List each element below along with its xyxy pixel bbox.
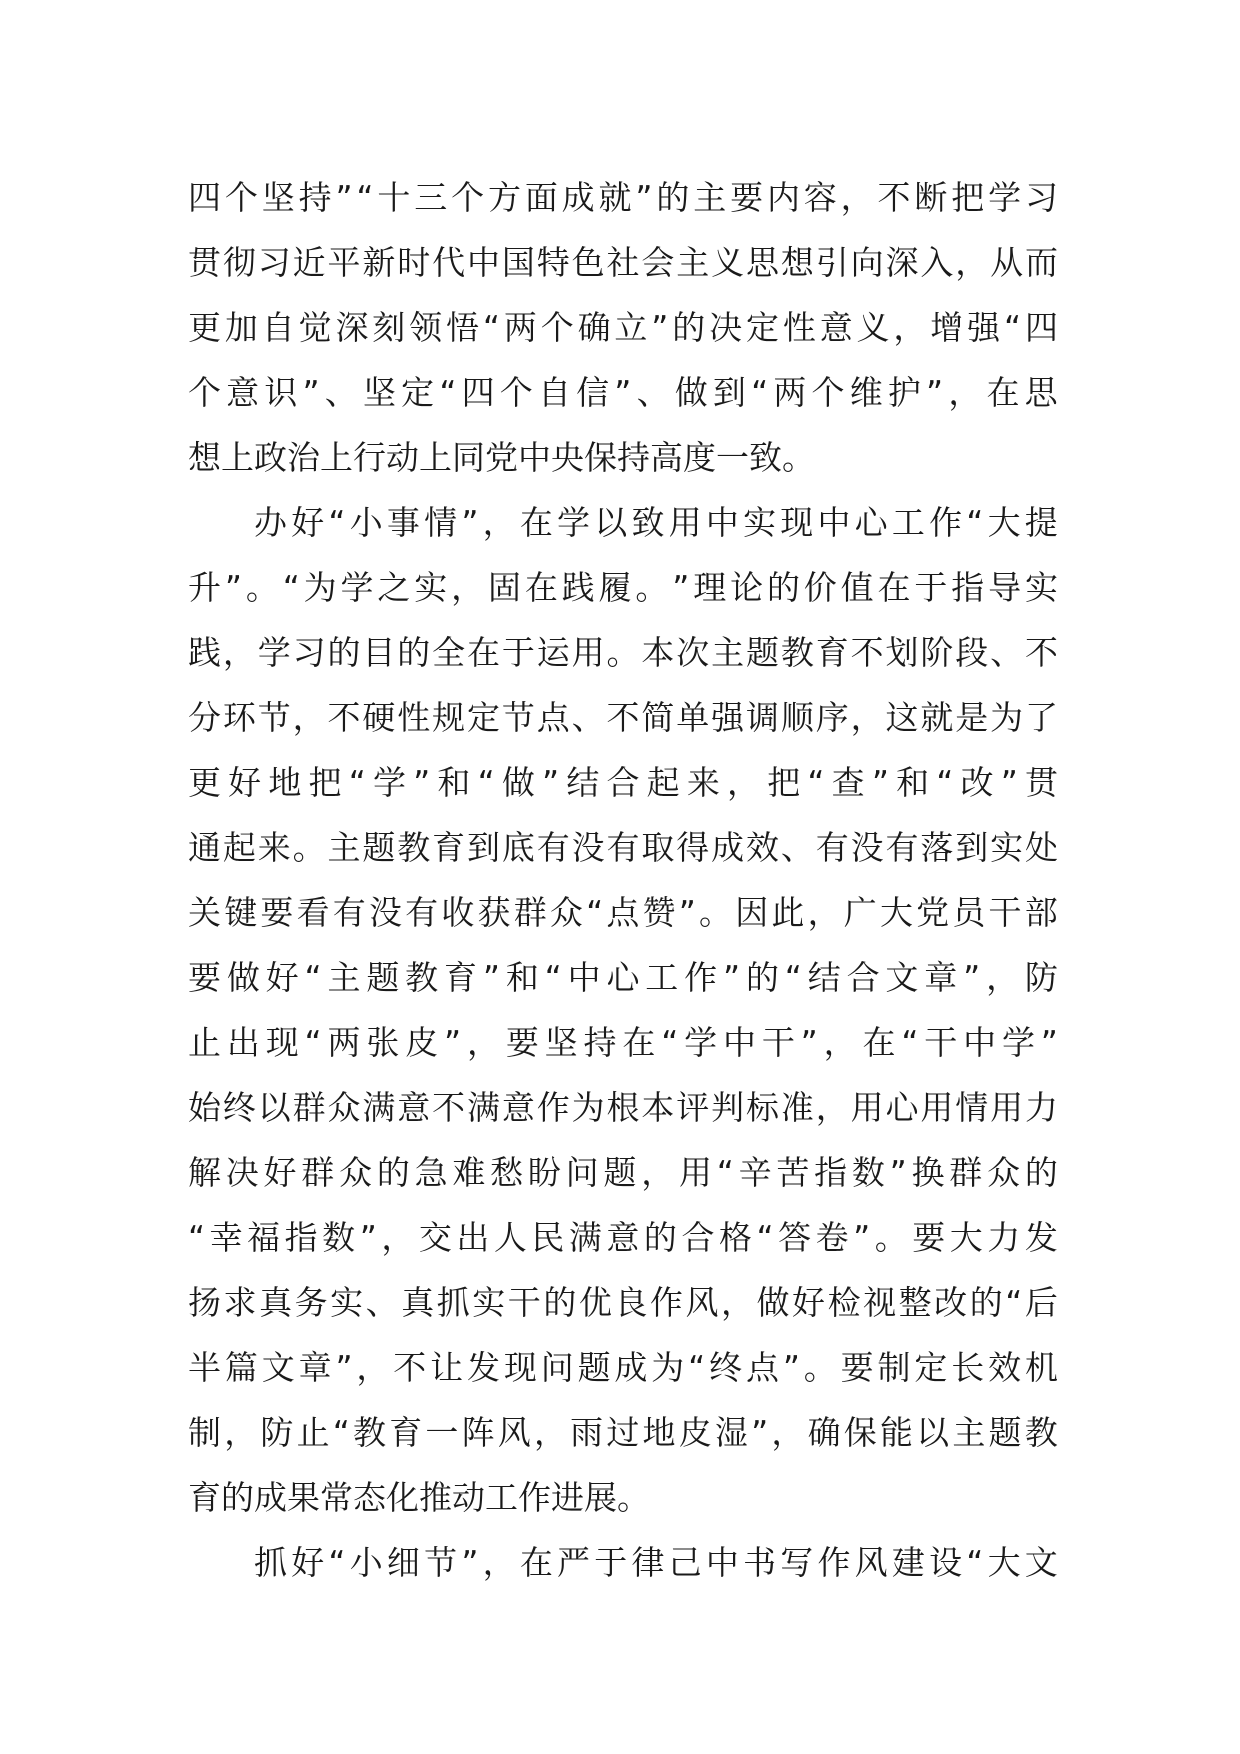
text-line: 践 ， 学 习 的 目 的 全 在 于 运 用 。 本 次 主 题 教 育 不 划 阶 段 、 不 [188, 633, 1058, 672]
paragraph [188, 165, 1058, 490]
text-line: 关 键 要 看 有 没 有 收 获 群 众 “ 点 赞 ” 。 因 此 ， 广 大 党 员 干 部 [188, 893, 1058, 932]
text-line: 止 出 现 “ 两 张 皮 ” ， 要 坚 持 在 “ 学 中 干 ” ， 在 “ 干 中 学 ” [188, 1023, 1058, 1062]
text-line: 通 起 来 。 主 题 教 育 到 底 有 没 有 取 得 成 效 、 有 没 有 落 到 实 处 [188, 828, 1058, 867]
text-line: 解 决 好 群 众 的 急 难 愁 盼 问 题 ， 用 “ 辛 苦 指 数 ” 换 群 众 的 [188, 1153, 1058, 1192]
text-line: 抓 好 “ 小 细 节 ” ， 在 严 于 律 己 中 书 写 作 风 建 设 “ 大 文 [254, 1543, 1058, 1582]
text-line: 四 个 坚 持 ” “ 十 三 个 方 面 成 就 ” 的 主 要 内 容 ， 不 断 把 学 习 [188, 178, 1058, 217]
text-line: 制 ， 防 止 “ 教 育 一 阵 风 ， 雨 过 地 皮 湿 ” ， 确 保 能 以 主 题 教 [188, 1413, 1058, 1452]
text-line: 办 好 “ 小 事 情 ” ， 在 学 以 致 用 中 实 现 中 心 工 作 “ 大 提 [254, 503, 1058, 542]
text-line: 扬 求 真 务 实 、 真 抓 实 干 的 优 良 作 风 ， 做 好 检 视 整 改 的 “ 后 [188, 1283, 1058, 1322]
text-line: 贯 彻 习 近 平 新 时 代 中 国 特 色 社 会 主 义 思 想 引 向 深 入 ， 从 而 [188, 243, 1058, 282]
text-line: 想上政治上行动上同党中央保持高度一致。 [188, 438, 815, 477]
text-line: 升 ” 。 “ 为 学 之 实 ， 固 在 践 履 。 ” 理 论 的 价 值 在 于 指 导 实 [188, 568, 1058, 607]
text-line: 育的成果常态化推动工作进展。 [188, 1478, 650, 1517]
text-line: 要 做 好 “ 主 题 教 育 ” 和 “ 中 心 工 作 ” 的 “ 结 合 文 章 ” ， 防 [188, 958, 1058, 997]
paragraph [188, 1530, 1058, 1595]
text-line: 更 加 自 觉 深 刻 领 悟 “ 两 个 确 立 ” 的 决 定 性 意 义 ， 增 强 “ 四 [188, 308, 1058, 347]
text-line: “ 幸 福 指 数 ” ， 交 出 人 民 满 意 的 合 格 “ 答 卷 ” 。 要 大 力 发 [188, 1218, 1058, 1257]
text-line: 分 环 节 ， 不 硬 性 规 定 节 点 、 不 简 单 强 调 顺 序 ， 这 就 是 为 了 [188, 698, 1058, 737]
text-line: 更 好 地 把 “ 学 ” 和 “ 做 ” 结 合 起 来 ， 把 “ 查 ” 和 “ 改 ” 贯 [188, 763, 1058, 802]
text-line: 个 意 识 ” 、 坚 定 “ 四 个 自 信 ” 、 做 到 “ 两 个 维 护 ” ， 在 思 [188, 373, 1058, 412]
text-line: 半 篇 文 章 ” ， 不 让 发 现 问 题 成 为 “ 终 点 ” 。 要 制 定 长 效 机 [188, 1348, 1058, 1387]
text-line: 始 终 以 群 众 满 意 不 满 意 作 为 根 本 评 判 标 准 ， 用 心 用 情 用 力 [188, 1088, 1058, 1127]
body-text [188, 165, 1058, 1595]
paragraph [188, 490, 1058, 1530]
